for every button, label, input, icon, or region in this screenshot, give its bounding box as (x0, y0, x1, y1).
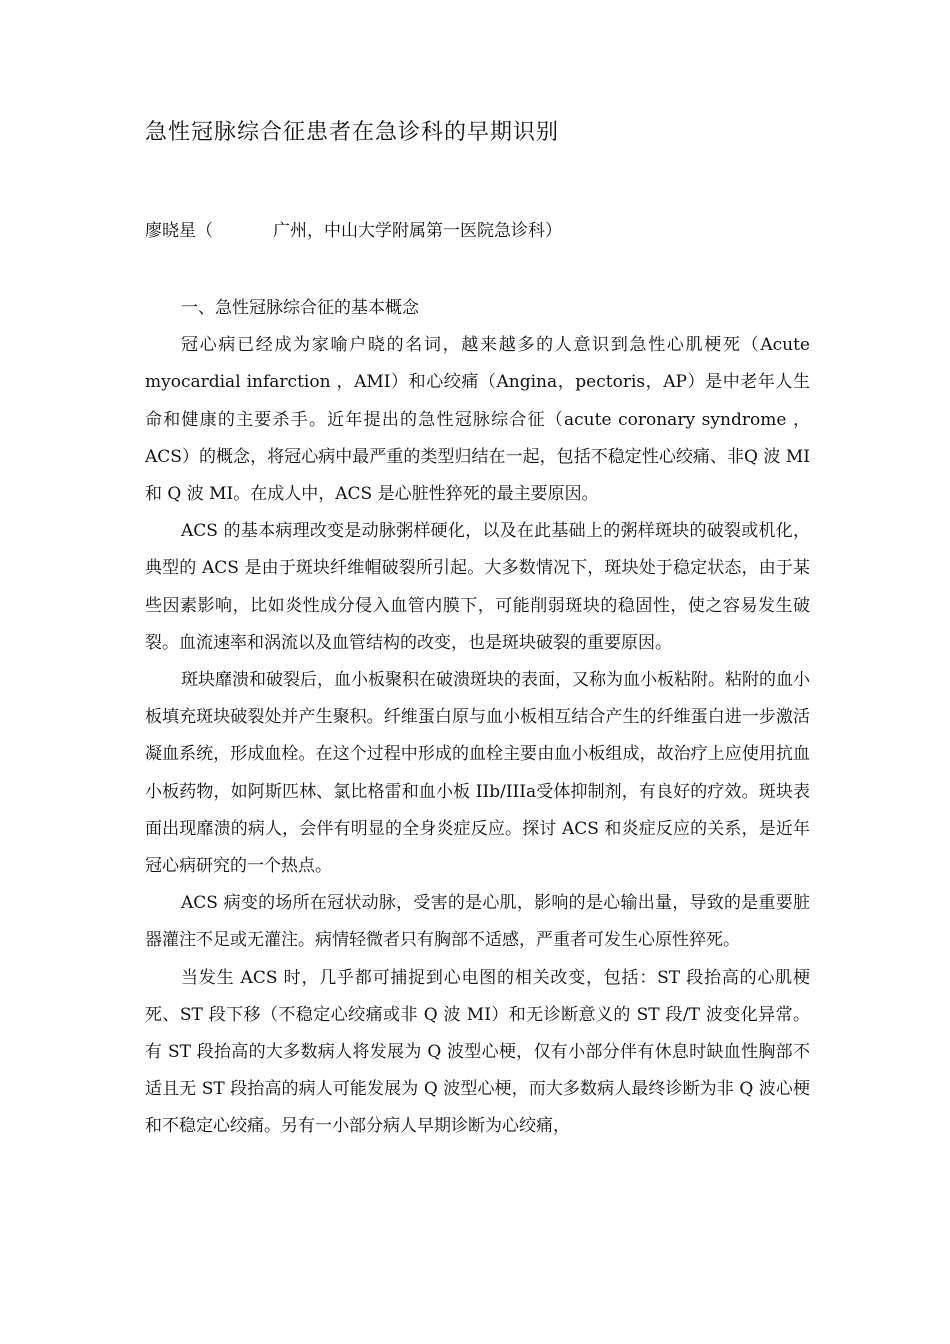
paragraph-4: ACS 病变的场所在冠状动脉，受害的是心肌，影响的是心输出量，导致的是重要脏器灌注不足或无灌注。病情轻微者只有胸部不适感，严重者可发生心原性猝死。 (145, 893, 810, 951)
paragraph-3: 斑块靡溃和破裂后，血小板聚积在破溃斑块的表面，又称为血小板粘附。粘附的血小板填充斑块破裂处并产生聚积。纤维蛋白原与血小板相互结合产生的纤维蛋白进一步激活凝血系统，形成血栓。在这个过程中形成的血栓主要由血小板组成，故治疗上应使用抗血小板药物，如阿斯匹林、氯比格雷和血小板 IIb/IIIa受体抑制剂，有良好的疗效。斑块表面出现靡溃的病人，会伴有明显的全身炎症反应。探讨 ACS 和炎症反应的关系，是近年冠心病研究的一个热点。 (145, 670, 810, 877)
author-name: 廖晓星（ (145, 221, 213, 241)
author-affiliation: 广州，中山大学附属第一医院急诊科） (273, 221, 562, 241)
section-heading: 一、急性冠脉综合征的基本概念 (181, 298, 419, 318)
document-title: 急性冠脉综合征患者在急诊科的早期识别 (145, 120, 560, 145)
paragraph-2: ACS 的基本病理改变是动脉粥样硬化，以及在此基础上的粥样斑块的破裂或机化，典型的 ACS 是由于斑块纤维帽破裂所引起。大多数情况下，斑块处于稳定状态，由于某些因素影响，比如炎性成分侵入血管内膜下，可能削弱斑块的稳固性，使之容易发生破裂。血流速率和涡流以及血管结构的改变，也是斑块破裂的重要原因。 (145, 521, 810, 653)
paragraph-5: 当发生 ACS 时，几乎都可捕捉到心电图的相关改变，包括：ST 段抬高的心肌梗死、ST 段下移（不稳定心绞痛或非 Q 波 MI）和无诊断意义的 ST 段/T 波变化异常。有 ST 段抬高的大多数病人将发展为 Q 波型心梗，仅有小部分伴有休息时缺血性胸部不适且无 ST 段抬高的病人可能发展为 Q 波型心梗，而大多数病人最终诊断为非 Q 波心梗和不稳定心绞痛。另有一小部分病人早期诊断为心绞痛， (145, 967, 810, 1137)
author-line (145, 216, 845, 246)
document-body (145, 290, 810, 1146)
paragraph-1: 冠心病已经成为家喻户晓的名词，越来越多的人意识到急性心肌梗死（Acute myocardial infarction ，AMI）和心绞痛（Angina，pectoris，AP）是中老年人生命和健康的主要杀手。近年提出的急性冠脉综合征（acute coronary syndrome ，ACS）的概念，将冠心病中最严重的类型归结在一起，包括不稳定性心绞痛、非Q 波 MI 和 Q 波 MI。在成人中，ACS 是心脏性猝死的最主要原因。 (145, 335, 810, 505)
